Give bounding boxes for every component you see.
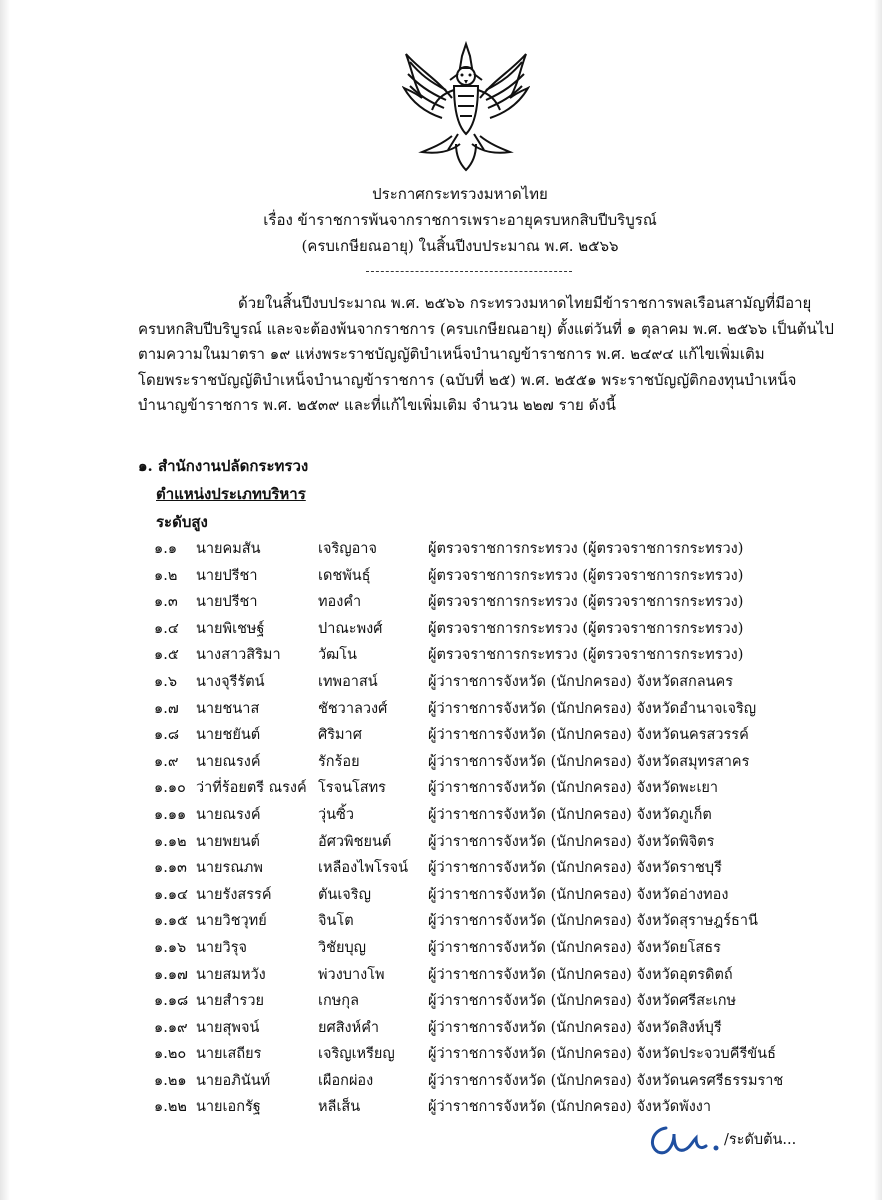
roster-position: ผู้ว่าราชการจังหวัด (นักปกครอง) จังหวัดนครสวรรค์	[428, 727, 749, 744]
roster-last-name: โรจนโสทร	[318, 780, 386, 797]
roster-position: ผู้ว่าราชการจังหวัด (นักปกครอง) จังหวัดสกลนคร	[428, 673, 734, 690]
roster-first-name: นายเอกรัฐ	[196, 1099, 261, 1116]
roster-position: ผู้ว่าราชการจังหวัด (นักปกครอง) จังหวัดศรีสะเกษ	[428, 993, 737, 1010]
roster-position: ผู้ว่าราชการจังหวัด (นักปกครอง) จังหวัดประจวบคีรีขันธ์	[428, 1046, 776, 1063]
roster-number: ๑.๗	[154, 700, 179, 717]
roster-first-name: นายเสถียร	[196, 1046, 262, 1063]
roster-first-name: นายคมสัน	[196, 541, 261, 557]
roster-first-name: นายรณภพ	[196, 860, 263, 877]
roster-row	[154, 1068, 854, 1095]
roster-last-name: วิชัยบุญ	[318, 939, 367, 956]
roster-row	[154, 749, 854, 776]
garuda-emblem-icon	[402, 40, 530, 174]
section-title: ๑. สำนักงานปลัดกระทรวง	[138, 457, 309, 475]
roster-first-name: นายสำรวย	[196, 993, 264, 1010]
roster-last-name: หลีเส็น	[318, 1099, 361, 1116]
roster-number: ๑.๒๒	[154, 1099, 187, 1116]
roster-row	[154, 935, 854, 962]
heading-divider	[366, 271, 572, 272]
announcement-heading	[180, 181, 740, 259]
roster-number: ๑.๑๐	[154, 780, 186, 797]
roster-position: ผู้ตรวจราชการกระทรวง (ผู้ตรวจราชการกระทรวง)	[428, 620, 744, 637]
roster-row	[154, 855, 854, 882]
roster-number: ๑.๓	[154, 594, 178, 611]
roster-last-name: รักร้อย	[318, 753, 360, 770]
roster-row	[154, 642, 854, 669]
roster-position: ผู้ว่าราชการจังหวัด (นักปกครอง) จังหวัดอำนาจเจริญ	[428, 700, 757, 717]
intro-paragraph	[138, 291, 834, 419]
roster-last-name: เจริญเหรียญ	[318, 1046, 395, 1063]
roster-row	[154, 536, 854, 563]
roster-number: ๑.๑	[154, 541, 178, 557]
roster-position: ผู้ว่าราชการจังหวัด (นักปกครอง) จังหวัดสมุทรสาคร	[428, 753, 750, 770]
roster-position: ผู้ตรวจราชการกระทรวง (ผู้ตรวจราชการกระทรวง)	[428, 567, 744, 584]
roster-last-name: ศิริมาศ	[318, 727, 362, 744]
intro-line: ด้วยในสิ้นปีงบประมาณ พ.ศ. ๒๕๖๖ กระทรวงมหาดไทยมีข้าราชการพลเรือนสามัญที่มีอายุ	[238, 294, 812, 312]
roster-last-name: ปาณะพงศ์	[318, 620, 383, 637]
roster-row	[154, 988, 854, 1015]
roster-first-name: นายวิชวุทย์	[196, 913, 267, 930]
roster-position: ผู้ว่าราชการจังหวัด (นักปกครอง) จังหวัดอุตรดิตถ์	[428, 966, 733, 983]
roster-number: ๑.๕	[154, 647, 179, 664]
roster-last-name: เทพอาสน์	[318, 673, 378, 690]
announcement-subject-line-2: (ครบเกษียณอายุ) ในสิ้นปีงบประมาณ พ.ศ. ๒๕๖๖	[301, 237, 619, 255]
roster-last-name: จินโต	[318, 913, 354, 930]
level-title: ระดับสูง	[156, 513, 208, 531]
roster-first-name: นายปรีชา	[196, 567, 258, 584]
roster-number: ๑.๑๒	[154, 833, 187, 850]
roster-last-name: ตันเจริญ	[318, 886, 371, 903]
roster-number: ๑.๔	[154, 620, 179, 637]
roster-last-name: เจริญอาจ	[318, 541, 377, 557]
roster-last-name: เหลืองไพโรจน์	[318, 860, 409, 877]
roster-first-name: นายรังสรรค์	[196, 886, 272, 903]
roster-position: ผู้ว่าราชการจังหวัด (นักปกครอง) จังหวัดสุราษฎร์ธานี	[428, 913, 758, 930]
roster-number: ๑.๑๑	[154, 806, 187, 823]
roster-last-name: วุ่นซิ้ว	[318, 806, 355, 823]
roster-first-name: นายปรีชา	[196, 594, 258, 611]
roster-row	[154, 802, 854, 829]
roster-position: ผู้ว่าราชการจังหวัด (นักปกครอง) จังหวัดราชบุรี	[428, 860, 722, 877]
roster-number: ๑.๒	[154, 567, 178, 584]
roster-first-name: นายชนาส	[196, 700, 260, 717]
roster-first-name: นายอภินันท์	[196, 1072, 271, 1089]
roster-first-name: นายสมหวัง	[196, 966, 266, 983]
roster-number: ๑.๑๔	[154, 886, 188, 903]
roster-row	[154, 696, 854, 723]
roster-row	[154, 589, 854, 616]
roster-row	[154, 1015, 854, 1042]
roster-last-name: วัฒโน	[318, 647, 357, 664]
roster-first-name: นายสุพจน์	[196, 1019, 260, 1036]
retiree-roster	[154, 536, 854, 1121]
roster-last-name: เดชพันธุ์	[318, 567, 371, 584]
intro-line: บำนาญข้าราชการ พ.ศ. ๒๕๓๙ และที่แก้ไขเพิ่มเติม จำนวน ๒๒๗ ราย ดังนี้	[138, 396, 616, 414]
roster-first-name: นายณรงค์	[196, 806, 261, 823]
roster-position: ผู้ว่าราชการจังหวัด (นักปกครอง) จังหวัดภูเก็ต	[428, 806, 712, 823]
roster-number: ๑.๘	[154, 727, 179, 744]
roster-row	[154, 962, 854, 989]
roster-number: ๑.๑๓	[154, 860, 187, 877]
roster-row	[154, 829, 854, 856]
roster-row	[154, 669, 854, 696]
roster-position: ผู้ว่าราชการจังหวัด (นักปกครอง) จังหวัดอ่างทอง	[428, 886, 729, 903]
roster-last-name: อัศวพิชยนต์	[318, 833, 392, 850]
roster-first-name: นายพยนต์	[196, 833, 260, 850]
roster-first-name: นางจุรีรัตน์	[196, 673, 265, 690]
roster-position: ผู้ว่าราชการจังหวัด (นักปกครอง) จังหวัดสิงห์บุรี	[428, 1019, 722, 1036]
roster-first-name: นายชยันต์	[196, 727, 261, 744]
roster-last-name: ทองคำ	[318, 594, 362, 611]
roster-row	[154, 722, 854, 749]
announcement-title: ประกาศกระทรวงมหาดไทย	[372, 185, 548, 203]
roster-position: ผู้ว่าราชการจังหวัด (นักปกครอง) จังหวัดพะเยา	[428, 780, 719, 797]
roster-last-name: พ่วงบางโพ	[318, 966, 385, 983]
roster-row	[154, 563, 854, 590]
roster-number: ๑.๑๙	[154, 1019, 188, 1036]
roster-position: ผู้ตรวจราชการกระทรวง (ผู้ตรวจราชการกระทรวง)	[428, 647, 744, 664]
subsection-title: ตำแหน่งประเภทบริหาร	[156, 485, 306, 503]
roster-position: ผู้ว่าราชการจังหวัด (นักปกครอง) จังหวัดพังงา	[428, 1099, 711, 1116]
roster-position: ผู้ว่าราชการจังหวัด (นักปกครอง) จังหวัดพิจิตร	[428, 833, 715, 850]
roster-row	[154, 908, 854, 935]
intro-line: ครบหกสิบปีบริบูรณ์ และจะต้องพ้นจากราชการ (ครบเกษียณอายุ) ตั้งแต่วันที่ ๑ ตุลาคม พ.ศ. ๒๕๖๖ เป็นต้นไป	[138, 319, 834, 338]
roster-row	[154, 616, 854, 643]
roster-first-name: นายณรงค์	[196, 753, 261, 770]
roster-position: ผู้ตรวจราชการกระทรวง (ผู้ตรวจราชการกระทรวง)	[428, 541, 744, 557]
roster-first-name: ว่าที่ร้อยตรี ณรงค์	[196, 780, 307, 797]
roster-last-name: เผือกผ่อง	[318, 1072, 374, 1089]
roster-first-name: นายพิเชษฐ์	[196, 620, 265, 637]
roster-position: ผู้ตรวจราชการกระทรวง (ผู้ตรวจราชการกระทรวง)	[428, 594, 744, 611]
roster-first-name: นายวิรุจ	[196, 939, 247, 956]
roster-last-name: ชัชวาลวงศ์	[318, 700, 388, 717]
roster-first-name: นางสาวสิริมา	[196, 647, 281, 664]
roster-number: ๑.๑๖	[154, 939, 187, 956]
roster-last-name: เกษกุล	[318, 993, 359, 1010]
page-edge-right	[874, 0, 882, 1200]
roster-last-name: ยศสิงห์คำ	[318, 1019, 380, 1036]
roster-row	[154, 1094, 854, 1121]
signature-mark	[644, 1120, 724, 1160]
roster-number: ๑.๒๑	[154, 1072, 187, 1089]
intro-line: ตามความในมาตรา ๑๙ แห่งพระราชบัญญัติบำเหน็จบำนาญข้าราชการ พ.ศ. ๒๔๙๔ แก้ไขเพิ่มเติม	[138, 345, 765, 363]
roster-position: ผู้ว่าราชการจังหวัด (นักปกครอง) จังหวัดนครศรีธรรมราช	[428, 1072, 784, 1089]
roster-number: ๑.๒๐	[154, 1046, 187, 1063]
roster-row	[154, 882, 854, 909]
announcement-subject-line-1: เรื่อง ข้าราชการพ้นจากราชการเพราะอายุครบหกสิบปีบริบูรณ์	[263, 211, 657, 229]
intro-line: โดยพระราชบัญญัติบำเหน็จบำนาญข้าราชการ (ฉบับที่ ๒๕) พ.ศ. ๒๕๕๑ พระราชบัญญัติกองทุนบำเหน็จ	[138, 370, 797, 389]
roster-position: ผู้ว่าราชการจังหวัด (นักปกครอง) จังหวัดยโสธร	[428, 939, 721, 956]
roster-number: ๑.๑๗	[154, 966, 188, 983]
roster-number: ๑.๑๕	[154, 913, 188, 930]
roster-number: ๑.๖	[154, 673, 178, 690]
continued-note: /ระดับต้น...	[724, 1132, 797, 1148]
roster-number: ๑.๙	[154, 753, 179, 770]
roster-number: ๑.๑๘	[154, 993, 189, 1010]
page-edge-left	[0, 0, 10, 1200]
roster-row	[154, 1041, 854, 1068]
roster-row	[154, 775, 854, 802]
